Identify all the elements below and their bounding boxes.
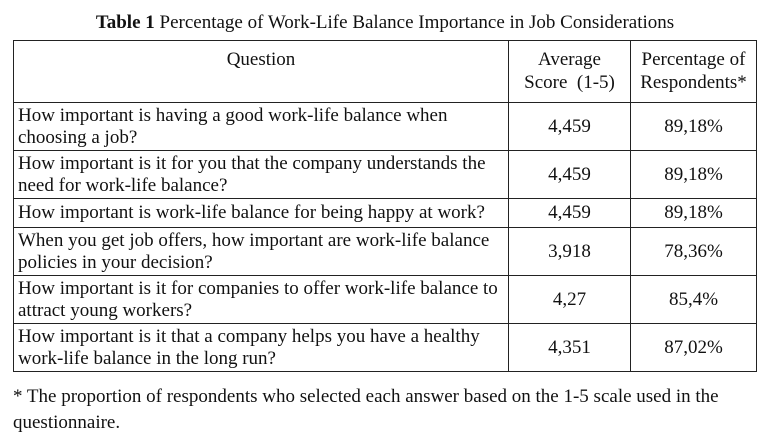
question-cell: How important is it for companies to offer work-life balance to attract young workers? (14, 276, 509, 324)
header-average-score (509, 41, 631, 103)
score-cell: 3,918 (509, 228, 631, 276)
data-table (13, 40, 757, 372)
question-cell: When you get job offers, how important are work-life balance policies in your decision? (14, 228, 509, 276)
table-row (14, 276, 757, 324)
percent-cell: 89,18% (631, 199, 757, 228)
percent-cell: 85,4% (631, 276, 757, 324)
table-row (14, 151, 757, 199)
header-percentage (631, 41, 757, 103)
score-cell: 4,459 (509, 199, 631, 228)
header-row (14, 41, 757, 103)
score-cell: 4,351 (509, 324, 631, 372)
header-average-line1: Average (538, 49, 601, 70)
table-caption (0, 11, 770, 35)
score-cell: 4,27 (509, 276, 631, 324)
header-average-line2: Score (1-5) (524, 72, 615, 93)
percent-cell: 89,18% (631, 151, 757, 199)
score-cell: 4,459 (509, 151, 631, 199)
question-cell: How important is work-life balance for being happy at work? (14, 199, 509, 228)
table-row (14, 103, 757, 151)
question-cell: How important is having a good work-life balance when choosing a job? (14, 103, 509, 151)
question-cell: How important is it for you that the company understands the need for work-life balance? (14, 151, 509, 199)
header-percent-line2: Respondents* (640, 72, 747, 93)
table-label: Table 1 (95, 12, 155, 33)
question-cell: How important is it that a company helps you have a healthy work-life balance in the long run? (14, 324, 509, 372)
percent-cell: 78,36% (631, 228, 757, 276)
header-question-label: Question (226, 49, 296, 70)
percent-cell: 87,02% (631, 324, 757, 372)
header-question (14, 41, 509, 103)
header-percent-line1: Percentage of (641, 49, 746, 70)
table-row (14, 324, 757, 372)
table-title: Percentage of Work-Life Balance Importance in Job Considerations (159, 12, 675, 33)
table-footnote: * The proportion of respondents who selected each answer based on the 1-5 scale used in the questionnaire. (13, 386, 719, 433)
score-cell: 4,459 (509, 103, 631, 151)
table-row (14, 228, 757, 276)
percent-cell: 89,18% (631, 103, 757, 151)
table-row (14, 199, 757, 228)
